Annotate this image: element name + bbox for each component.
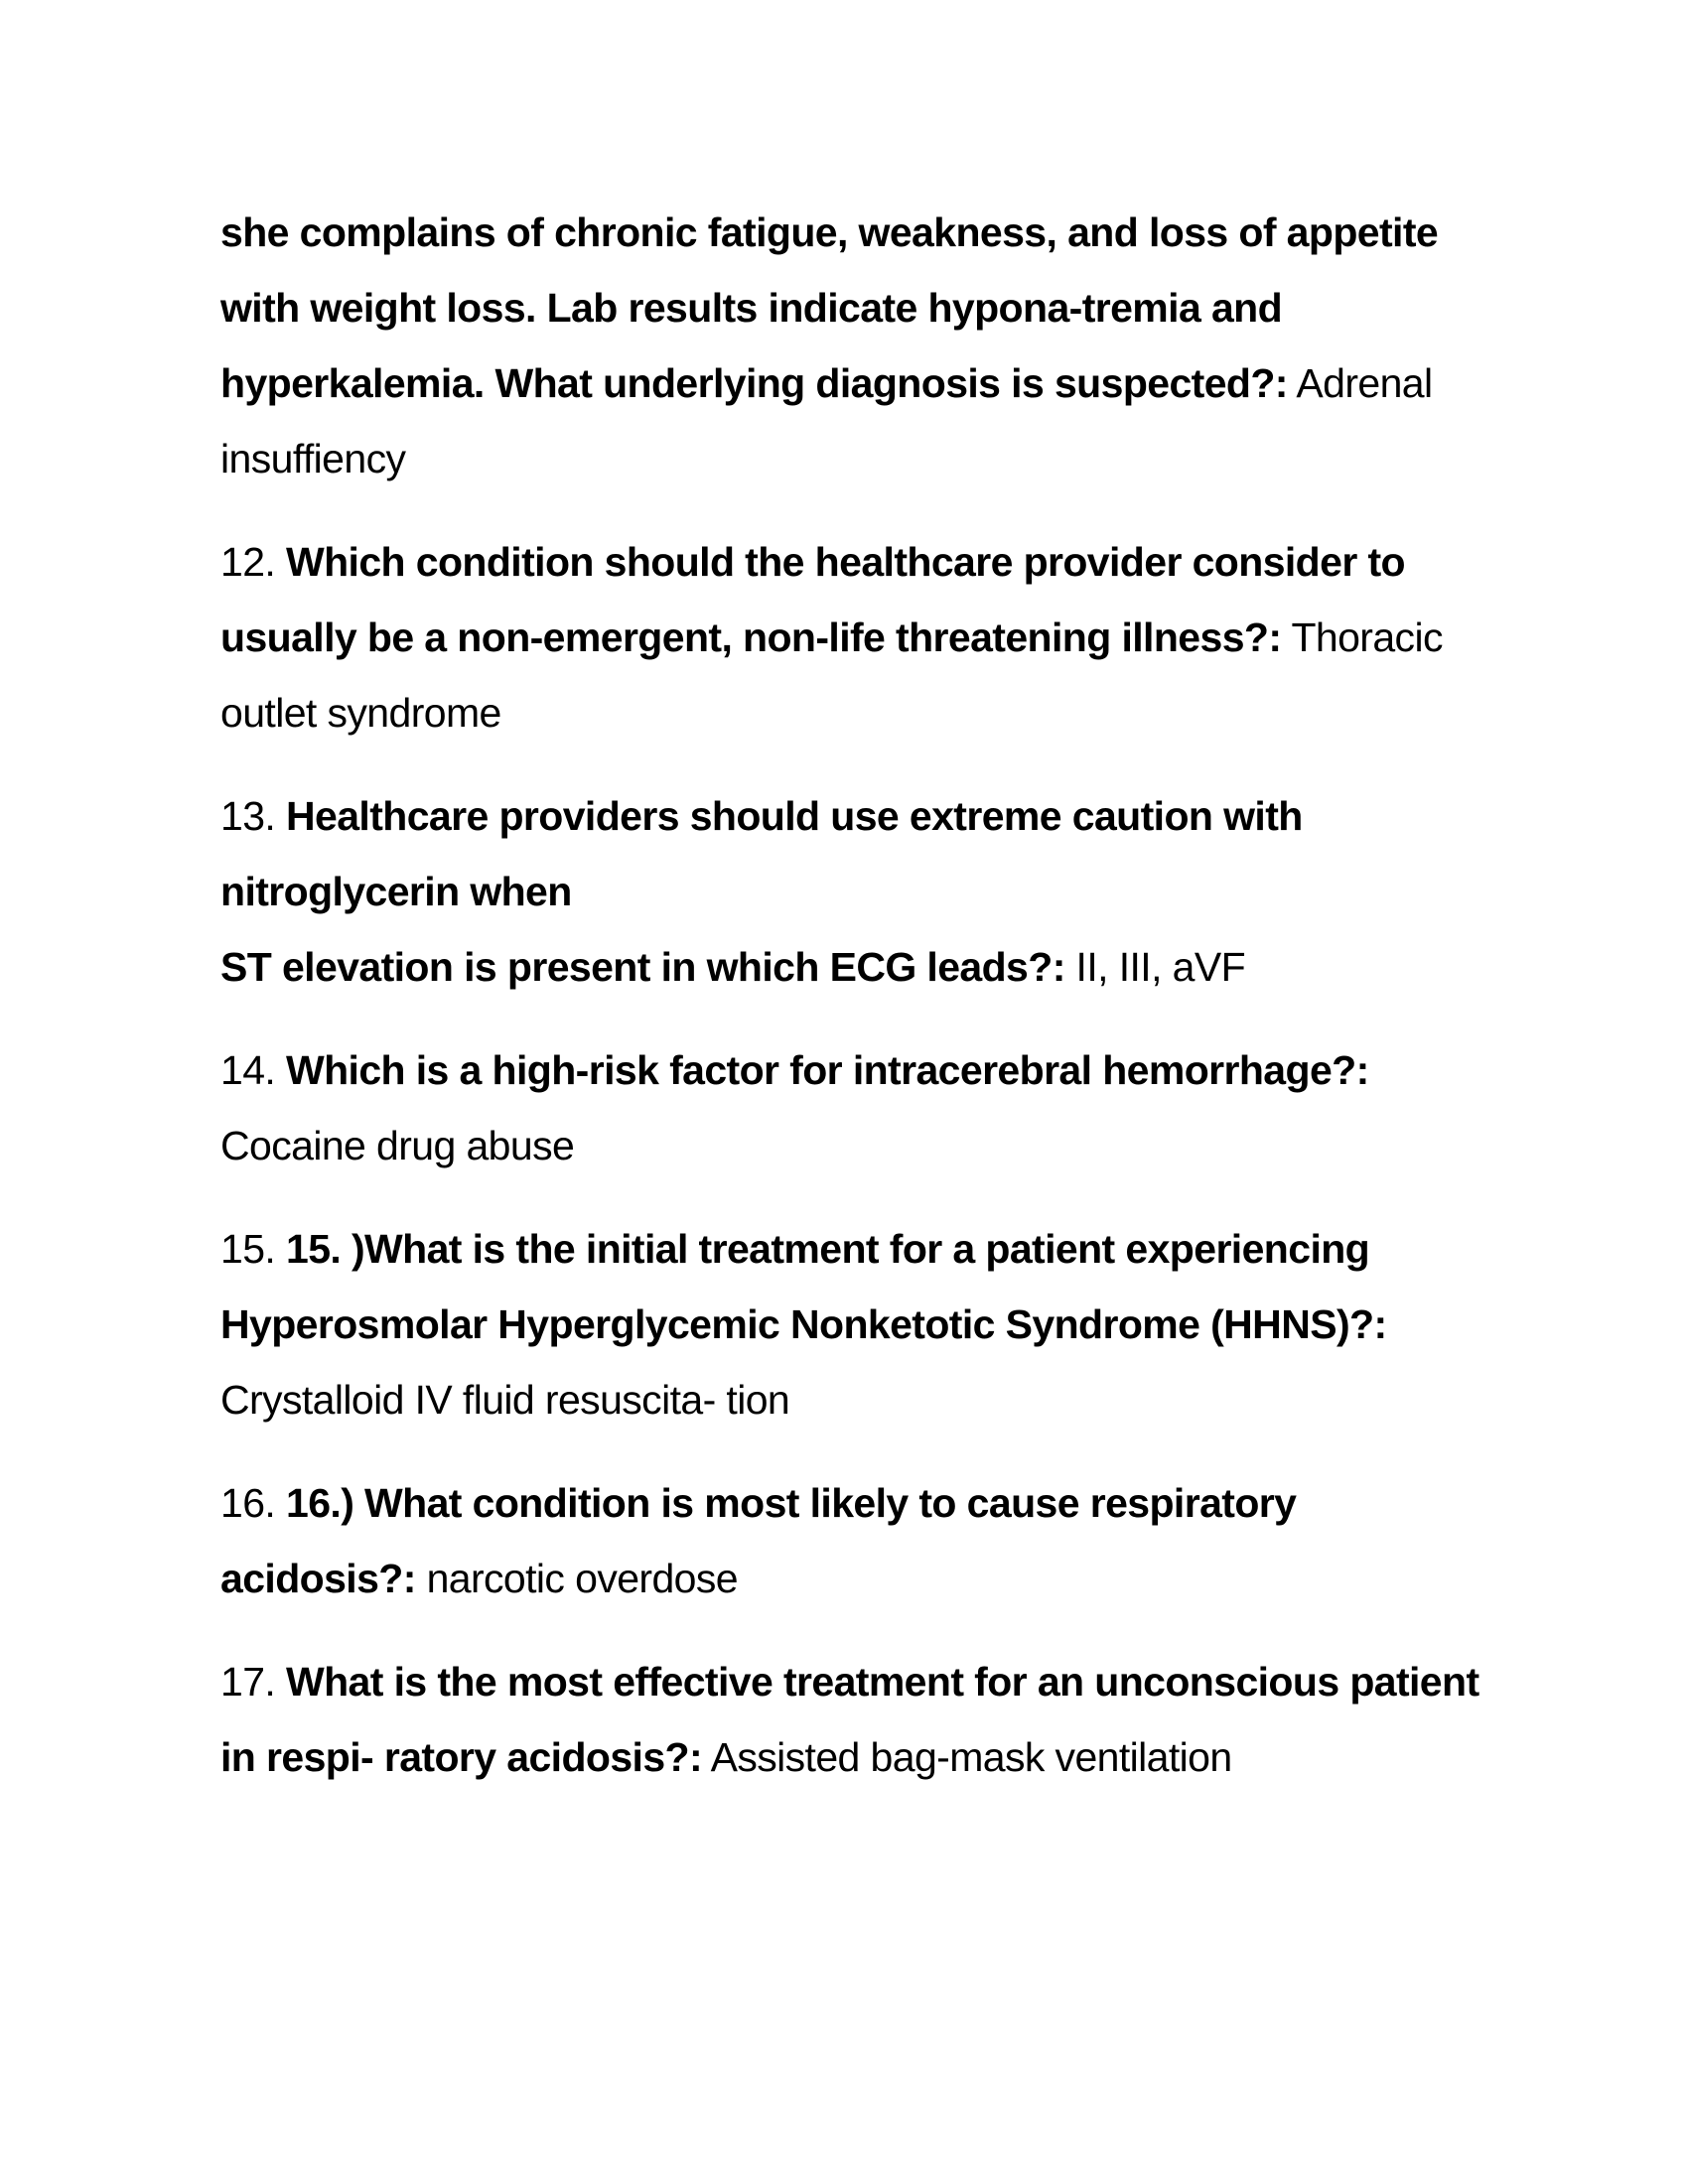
item-number: 13. xyxy=(220,793,286,839)
answer-text: Thoracic outlet syndrome xyxy=(220,614,1443,736)
question-text: What is the most effective treatment for an unconscious patient in respi- ratory acidosis?: xyxy=(220,1659,1479,1780)
qa-item-16 xyxy=(220,1465,1501,1616)
answer-text: Crystalloid IV fluid resuscita- tion xyxy=(220,1377,790,1423)
answer-text: II, III, aVF xyxy=(1064,944,1246,990)
qa-item-17 xyxy=(220,1644,1501,1795)
question-text: Which condition should the healthcare provider consider to usually be a non-emergent, non-life threatening illness?: xyxy=(220,539,1405,660)
item-number: 15. xyxy=(220,1226,286,1272)
item-number: 12. xyxy=(220,539,286,585)
document-page xyxy=(220,195,1501,1823)
question-text: 16.) What condition is most likely to cause respiratory acidosis?: xyxy=(220,1480,1297,1601)
item-number: 17. xyxy=(220,1659,286,1705)
answer-text: Adrenal insuffiency xyxy=(220,360,1433,481)
question-text-line2 xyxy=(220,929,1501,1005)
qa-item-14 xyxy=(220,1032,1501,1183)
item-number: 16. xyxy=(220,1480,286,1526)
qa-item-12 xyxy=(220,524,1501,751)
qa-item-13 xyxy=(220,778,1501,1005)
question-text: 15. )What is the initial treatment for a patient experiencing Hyperosmolar Hyperglycemic Nonketotic Syndrome (HHNS)?: xyxy=(220,1226,1387,1347)
item-number: 14. xyxy=(220,1047,286,1093)
qa-item-15 xyxy=(220,1211,1501,1437)
qa-item-11-continuation xyxy=(220,195,1501,496)
question-text-line2-text: ST elevation is present in which ECG leads?: xyxy=(220,944,1065,990)
answer-text: Cocaine drug abuse xyxy=(220,1123,575,1168)
answer-text: narcotic overdose xyxy=(415,1556,738,1601)
question-text: she complains of chronic fatigue, weakness, and loss of appetite with weight loss. Lab results indicate hypona-tremia and hyperkalemia. What underlying diagnosis is suspected?: xyxy=(220,209,1439,406)
question-text-line1: Healthcare providers should use extreme caution with nitroglycerin when xyxy=(220,793,1303,914)
question-text: Which is a high-risk factor for intracerebral hemorrhage?: xyxy=(286,1047,1369,1093)
answer-text: Assisted bag-mask ventilation xyxy=(702,1734,1232,1780)
